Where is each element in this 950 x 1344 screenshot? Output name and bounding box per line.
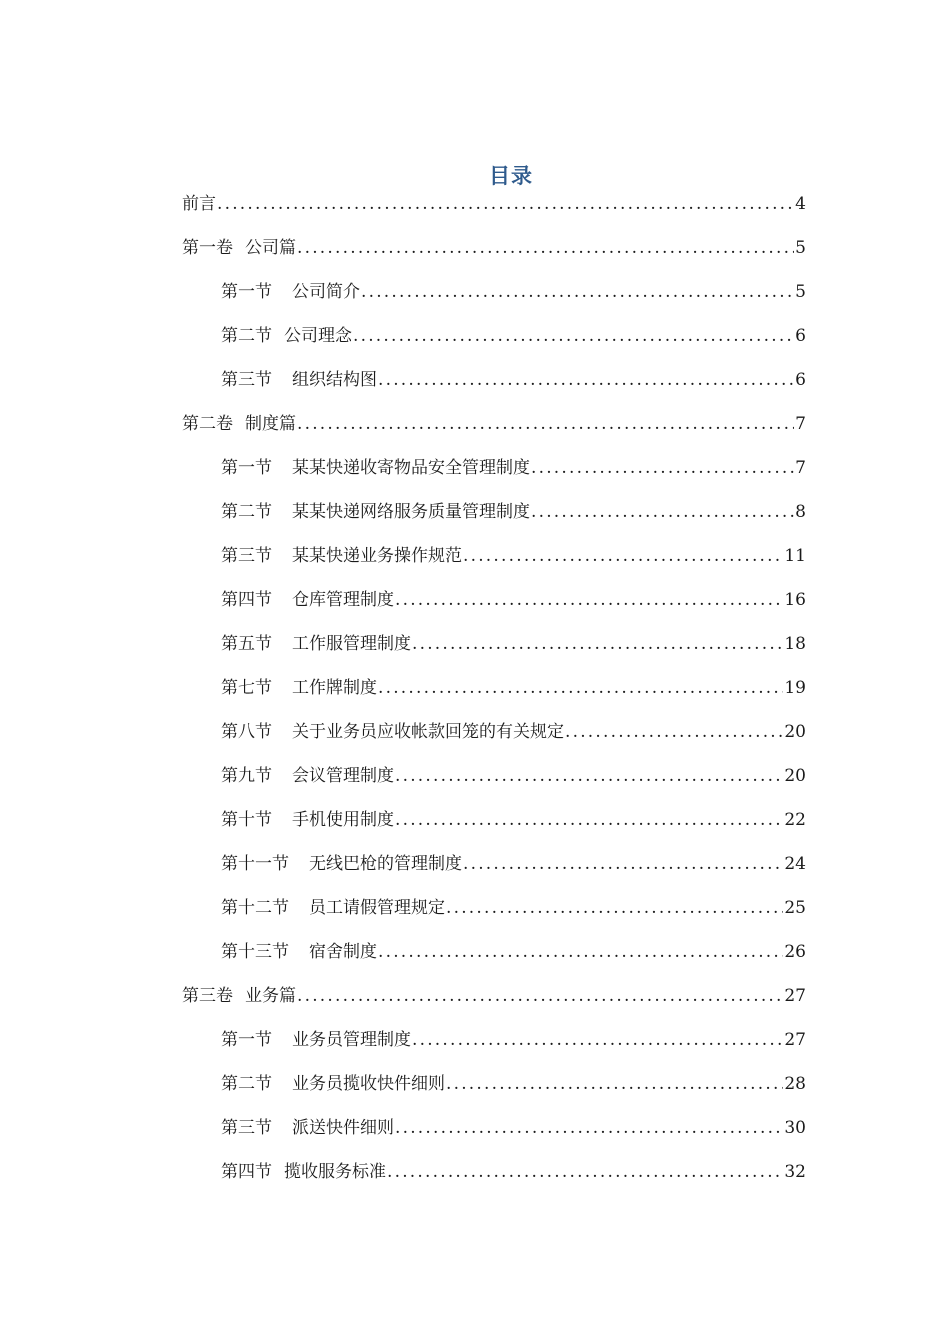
toc-entry-text: 公司理念 xyxy=(284,326,352,346)
toc-leader-dots xyxy=(565,720,783,744)
toc-entry-label xyxy=(221,368,377,392)
toc-entry-number: 第七节 xyxy=(221,678,272,698)
toc-entry-text: 会议管理制度 xyxy=(292,766,394,786)
toc-entry-text: 某某快递业务操作规范 xyxy=(292,546,462,566)
toc-entry-text: 公司篇 xyxy=(245,238,296,258)
toc-page-number: 7 xyxy=(795,414,806,434)
toc-entry-number: 第三节 xyxy=(221,1118,272,1138)
toc-entry-text: 制度篇 xyxy=(245,414,296,434)
toc-page-number: 24 xyxy=(784,854,806,874)
toc-leader-dots xyxy=(446,896,783,920)
toc-entry-label xyxy=(221,676,377,700)
toc-leader-dots xyxy=(361,280,794,304)
toc-entry[interactable] xyxy=(182,368,806,412)
toc-leader-dots xyxy=(463,544,783,568)
toc-leader-dots xyxy=(463,852,783,876)
toc-entry[interactable] xyxy=(182,192,806,236)
toc-page-number: 25 xyxy=(784,898,806,918)
toc-entry[interactable] xyxy=(182,280,806,324)
toc-entry-text: 前言 xyxy=(182,194,216,214)
toc-entry[interactable] xyxy=(182,500,806,544)
toc-entry[interactable] xyxy=(182,808,806,852)
toc-leader-dots xyxy=(387,1160,783,1184)
toc-entry-number: 第一节 xyxy=(221,282,272,302)
toc-entry[interactable] xyxy=(182,236,806,280)
toc-entry[interactable] xyxy=(182,984,806,1028)
toc-entry-text: 揽收服务标准 xyxy=(284,1162,386,1182)
toc-leader-dots xyxy=(378,676,783,700)
toc-leader-dots xyxy=(395,588,783,612)
toc-entry[interactable] xyxy=(182,896,806,940)
toc-leader-dots xyxy=(395,1116,783,1140)
toc-list xyxy=(182,192,806,1204)
toc-entry-label xyxy=(221,764,394,788)
toc-entry-text: 仓库管理制度 xyxy=(292,590,394,610)
toc-entry[interactable] xyxy=(182,1072,806,1116)
toc-entry-number: 第一节 xyxy=(221,458,272,478)
toc-entry-text: 某某快递网络服务质量管理制度 xyxy=(292,502,530,522)
toc-entry-text: 业务员管理制度 xyxy=(292,1030,411,1050)
toc-entry-text: 派送快件细则 xyxy=(292,1118,394,1138)
toc-leader-dots xyxy=(395,808,783,832)
toc-page-number: 32 xyxy=(784,1162,806,1182)
toc-entry-label xyxy=(182,984,296,1008)
toc-entry-label xyxy=(221,1160,386,1184)
toc-leader-dots xyxy=(297,412,794,436)
toc-entry-text: 宿舍制度 xyxy=(309,942,377,962)
toc-page-number: 8 xyxy=(795,502,806,522)
toc-entry[interactable] xyxy=(182,456,806,500)
toc-leader-dots xyxy=(297,984,783,1008)
toc-entry-number: 第十三节 xyxy=(221,942,289,962)
toc-entry-label xyxy=(221,544,462,568)
toc-entry-number: 第四节 xyxy=(221,1162,272,1182)
toc-page-number: 6 xyxy=(795,326,806,346)
toc-page-number: 19 xyxy=(784,678,806,698)
toc-leader-dots xyxy=(412,632,783,656)
toc-entry-number: 第二节 xyxy=(221,502,272,522)
toc-entry-label xyxy=(221,896,445,920)
toc-entry-label xyxy=(221,500,530,524)
toc-entry[interactable] xyxy=(182,720,806,764)
toc-entry-label xyxy=(221,852,462,876)
toc-entry-number: 第二卷 xyxy=(182,414,233,434)
toc-entry-label xyxy=(221,632,411,656)
toc-page-number: 26 xyxy=(784,942,806,962)
toc-entry-text: 手机使用制度 xyxy=(292,810,394,830)
toc-entry[interactable] xyxy=(182,544,806,588)
toc-entry-label xyxy=(221,324,352,348)
toc-page-number: 18 xyxy=(784,634,806,654)
toc-entry-text: 关于业务员应收帐款回笼的有关规定 xyxy=(292,722,564,742)
toc-page-number: 27 xyxy=(784,1030,806,1050)
toc-page-number: 27 xyxy=(784,986,806,1006)
toc-entry-text: 组织结构图 xyxy=(292,370,377,390)
toc-leader-dots xyxy=(395,764,783,788)
toc-title: 目录 xyxy=(489,164,533,188)
toc-entry-text: 无线巴枪的管理制度 xyxy=(309,854,462,874)
toc-page-number: 30 xyxy=(784,1118,806,1138)
toc-entry-number: 第三卷 xyxy=(182,986,233,1006)
toc-leader-dots xyxy=(353,324,794,348)
toc-leader-dots xyxy=(446,1072,783,1096)
toc-entry-number: 第一节 xyxy=(221,1030,272,1050)
toc-leader-dots xyxy=(531,456,794,480)
toc-leader-dots xyxy=(531,500,794,524)
toc-page-number: 6 xyxy=(795,370,806,390)
toc-entry-label xyxy=(221,456,530,480)
toc-entry-number: 第三节 xyxy=(221,370,272,390)
toc-entry-label xyxy=(221,1072,445,1096)
toc-entry-number: 第十节 xyxy=(221,810,272,830)
toc-entry[interactable] xyxy=(182,676,806,720)
toc-entry-label xyxy=(221,280,360,304)
toc-entry-text: 工作牌制度 xyxy=(292,678,377,698)
toc-entry[interactable] xyxy=(182,1028,806,1072)
toc-page-number: 4 xyxy=(795,194,806,214)
toc-entry[interactable] xyxy=(182,852,806,896)
toc-leader-dots xyxy=(412,1028,783,1052)
toc-entry-label xyxy=(221,1028,411,1052)
toc-entry-label xyxy=(182,236,296,260)
toc-entry[interactable] xyxy=(182,632,806,676)
toc-entry[interactable] xyxy=(182,1160,806,1204)
toc-leader-dots xyxy=(217,192,794,216)
toc-entry-label xyxy=(221,940,377,964)
toc-page-number: 16 xyxy=(784,590,806,610)
toc-page-number: 7 xyxy=(795,458,806,478)
toc-entry-number: 第二节 xyxy=(221,1074,272,1094)
toc-entry-text: 某某快递收寄物品安全管理制度 xyxy=(292,458,530,478)
toc-page-number: 22 xyxy=(784,810,806,830)
toc-entry-label xyxy=(182,412,296,436)
toc-entry-number: 第一卷 xyxy=(182,238,233,258)
toc-entry-label xyxy=(221,1116,394,1140)
toc-entry[interactable] xyxy=(182,412,806,456)
toc-leader-dots xyxy=(378,940,783,964)
toc-leader-dots xyxy=(378,368,794,392)
toc-entry-label xyxy=(182,192,216,216)
toc-entry-text: 业务员揽收快件细则 xyxy=(292,1074,445,1094)
toc-page-number: 20 xyxy=(784,766,806,786)
toc-entry-text: 员工请假管理规定 xyxy=(309,898,445,918)
toc-entry-number: 第八节 xyxy=(221,722,272,742)
toc-entry-number: 第十二节 xyxy=(221,898,289,918)
toc-page-number: 5 xyxy=(795,282,806,302)
toc-page-number: 11 xyxy=(784,546,806,566)
toc-page-number: 5 xyxy=(795,238,806,258)
toc-page-number: 20 xyxy=(784,722,806,742)
toc-entry-number: 第九节 xyxy=(221,766,272,786)
toc-entry-number: 第十一节 xyxy=(221,854,289,874)
toc-entry[interactable] xyxy=(182,324,806,368)
toc-entry-text: 工作服管理制度 xyxy=(292,634,411,654)
toc-entry[interactable] xyxy=(182,588,806,632)
toc-entry-label xyxy=(221,720,564,744)
toc-entry-label xyxy=(221,588,394,612)
toc-entry[interactable] xyxy=(182,764,806,808)
toc-leader-dots xyxy=(297,236,794,260)
toc-entry-text: 公司简介 xyxy=(292,282,360,302)
toc-entry-number: 第四节 xyxy=(221,590,272,610)
toc-entry-number: 第五节 xyxy=(221,634,272,654)
toc-entry[interactable] xyxy=(182,1116,806,1160)
toc-entry-number: 第二节 xyxy=(221,326,272,346)
toc-entry-label xyxy=(221,808,394,832)
toc-entry-number: 第三节 xyxy=(221,546,272,566)
toc-page-number: 28 xyxy=(784,1074,806,1094)
toc-entry-text: 业务篇 xyxy=(245,986,296,1006)
toc-entry[interactable] xyxy=(182,940,806,984)
